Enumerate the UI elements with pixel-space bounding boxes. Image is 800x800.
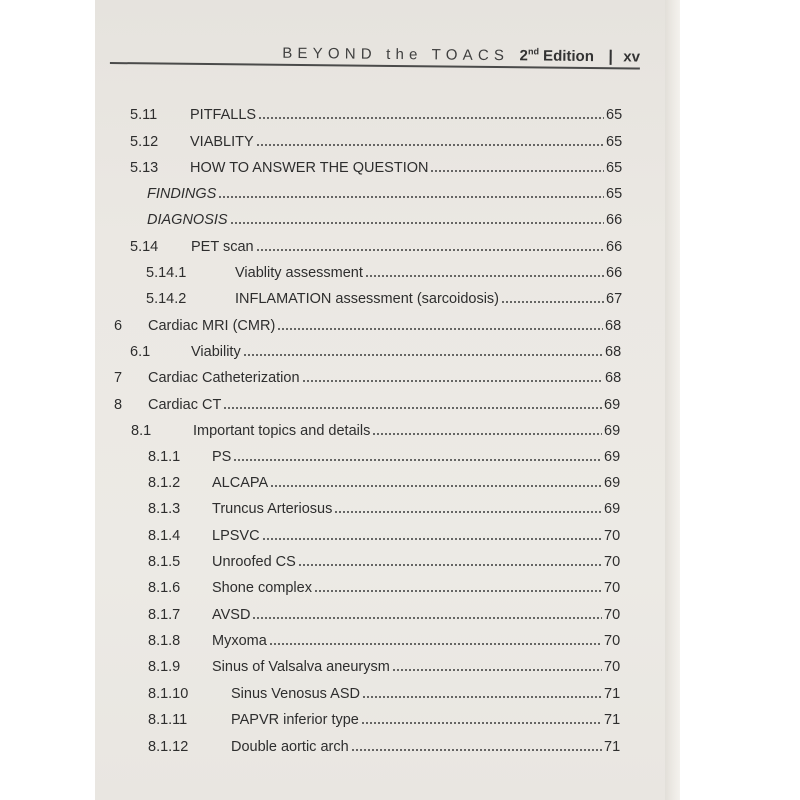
toc-entry-title: Viablity assessment (235, 265, 363, 281)
toc-entry-page: 66 (606, 265, 623, 281)
toc-entry-number: 6 (114, 318, 123, 334)
toc-entry[interactable] (0, 287, 800, 309)
toc-entry-title: LPSVC (212, 528, 260, 544)
toc-entry-page: 65 (606, 134, 623, 150)
dot-leader (230, 222, 604, 224)
toc-entry[interactable] (0, 340, 800, 362)
toc-entry-number: 5.13 (130, 160, 159, 176)
dot-leader (256, 144, 604, 146)
dot-leader (501, 301, 604, 303)
toc-entry-title: INFLAMATION assessment (sarcoidosis) (235, 291, 500, 307)
toc-entry[interactable] (0, 261, 800, 283)
toc-entry-number: 8.1.7 (148, 607, 181, 623)
dot-leader (277, 328, 603, 330)
dot-leader (392, 669, 602, 671)
toc-entry-title: DIAGNOSIS (147, 212, 228, 228)
toc-entry-page: 71 (604, 686, 621, 702)
dot-leader (270, 485, 602, 487)
toc-entry-number: 7 (114, 370, 123, 386)
toc-entry[interactable] (0, 393, 800, 415)
book-title: BEYOND the TOACS (282, 44, 510, 65)
dot-leader (252, 617, 602, 619)
toc-entry-title: PS (212, 449, 232, 465)
toc-entry-page: 65 (606, 107, 623, 123)
dot-leader (302, 380, 603, 382)
toc-entry-number: 8.1.11 (148, 712, 188, 728)
toc-entry-title: AVSD (212, 607, 251, 623)
dot-leader (233, 459, 602, 461)
dot-leader (362, 696, 602, 698)
toc-entry-page: 69 (604, 501, 621, 517)
toc-entry[interactable] (0, 366, 800, 388)
toc-entry-number: 6.1 (130, 344, 151, 360)
toc-entry[interactable] (0, 445, 800, 467)
toc-entry-title: Sinus of Valsalva aneurysm (212, 659, 390, 675)
toc-entry-title: VIABLITY (190, 134, 254, 150)
toc-entry-title: Cardiac MRI (CMR) (148, 318, 276, 334)
toc-entry-number: 8.1 (131, 423, 152, 439)
toc-entry-number: 5.14 (130, 239, 159, 255)
toc-entry-page: 69 (604, 423, 621, 439)
toc-entry-title: PAPVR inferior type (231, 712, 359, 728)
toc-entry-title: Viability (191, 344, 241, 360)
toc-entry[interactable] (0, 550, 800, 572)
toc-entry[interactable] (0, 471, 800, 493)
toc-entry-number: 8.1.6 (148, 580, 181, 596)
dot-leader (365, 275, 604, 277)
toc-entry[interactable] (0, 708, 800, 730)
toc-entry[interactable] (0, 314, 800, 336)
toc-entry[interactable] (0, 130, 800, 152)
toc-entry-page: 65 (606, 160, 623, 176)
toc-entry-page: 68 (605, 370, 622, 386)
toc-entry-page: 65 (606, 186, 623, 202)
dot-leader (258, 117, 604, 119)
toc-entry-page: 66 (606, 212, 623, 228)
toc-entry-page: 70 (604, 580, 621, 596)
toc-entry-number: 8 (114, 397, 123, 413)
toc-entry-number: 8.1.4 (148, 528, 181, 544)
toc-entry-page: 69 (604, 397, 621, 413)
toc-entry[interactable] (0, 103, 800, 125)
toc-entry-number: 8.1.1 (148, 449, 181, 465)
toc-entry[interactable] (0, 235, 800, 257)
edition-number: 2 (519, 47, 529, 65)
dot-leader (314, 590, 602, 592)
dot-leader (351, 749, 602, 751)
toc-entry-title: Cardiac Catheterization (148, 370, 300, 386)
toc-entry-number: 8.1.12 (148, 739, 189, 755)
dot-leader (361, 722, 602, 724)
dot-leader (243, 354, 603, 356)
toc-entry-page: 70 (604, 528, 621, 544)
toc-entry[interactable] (0, 419, 800, 441)
dot-leader (298, 564, 602, 566)
toc-entry-title: ALCAPA (212, 475, 269, 491)
toc-entry-number: 8.1.10 (148, 686, 189, 702)
toc-entry-title: Cardiac CT (148, 397, 222, 413)
toc-entry-page: 71 (604, 712, 621, 728)
toc-entry[interactable] (0, 603, 800, 625)
toc-entry-number: 8.1.9 (148, 659, 181, 675)
toc-entry-page: 69 (604, 449, 621, 465)
toc-entry-title: Sinus Venosus ASD (231, 686, 360, 702)
toc-entry-page: 70 (604, 607, 621, 623)
toc-entry[interactable] (0, 156, 800, 178)
toc-entry-number: 8.1.8 (148, 633, 181, 649)
toc-entry-title: HOW TO ANSWER THE QUESTION (190, 160, 429, 176)
header-page-number: xv (623, 48, 641, 66)
toc-entry-page: 71 (604, 739, 621, 755)
toc-entry-title: Myxoma (212, 633, 267, 649)
toc-entry-page: 68 (605, 344, 622, 360)
toc-entry-page: 70 (604, 554, 621, 570)
header-separator: | (608, 48, 613, 66)
toc-entry-page: 70 (604, 659, 621, 675)
dot-leader (262, 538, 602, 540)
toc-entry-number: 8.1.2 (148, 475, 181, 491)
toc-entry-title: FINDINGS (147, 186, 217, 202)
dot-leader (269, 643, 602, 645)
toc-entry-number: 8.1.3 (148, 501, 181, 517)
dot-leader (256, 249, 604, 251)
toc-entry[interactable] (0, 182, 800, 204)
toc-entry-page: 70 (604, 633, 621, 649)
toc-entry[interactable] (0, 497, 800, 519)
toc-entry[interactable] (0, 576, 800, 598)
toc-entry-title: PITFALLS (190, 107, 257, 123)
dot-leader (218, 196, 604, 198)
toc-entry-page: 68 (605, 318, 622, 334)
toc-entry-title: Important topics and details (193, 423, 371, 439)
toc-entry-page: 67 (606, 291, 623, 307)
dot-leader (430, 170, 604, 172)
toc-entry-number: 5.11 (130, 107, 158, 123)
toc-entry-page: 66 (606, 239, 623, 255)
toc-entry-number: 8.1.5 (148, 554, 181, 570)
toc-entry-title: Unroofed CS (212, 554, 296, 570)
edition-label: Edition (543, 47, 595, 66)
toc-entry[interactable] (0, 655, 800, 677)
toc-entry[interactable] (0, 735, 800, 757)
toc-entry-number: 5.12 (130, 134, 159, 150)
toc-entry-title: Double aortic arch (231, 739, 349, 755)
toc-entry-title: Truncus Arteriosus (212, 501, 333, 517)
dot-leader (372, 433, 602, 435)
toc-entry[interactable] (0, 208, 800, 230)
dot-leader (223, 407, 602, 409)
toc-entry-page: 69 (604, 475, 621, 491)
dot-leader (334, 511, 602, 513)
edition-suffix: nd (527, 46, 540, 57)
toc-entry-title: Shone complex (212, 580, 312, 596)
toc-entry[interactable] (0, 629, 800, 651)
toc-entry-number: 5.14.2 (146, 291, 187, 307)
toc-entry-number: 5.14.1 (146, 265, 187, 281)
toc-entry[interactable] (0, 524, 800, 546)
toc-entry-title: PET scan (191, 239, 254, 255)
toc-entry[interactable] (0, 682, 800, 704)
